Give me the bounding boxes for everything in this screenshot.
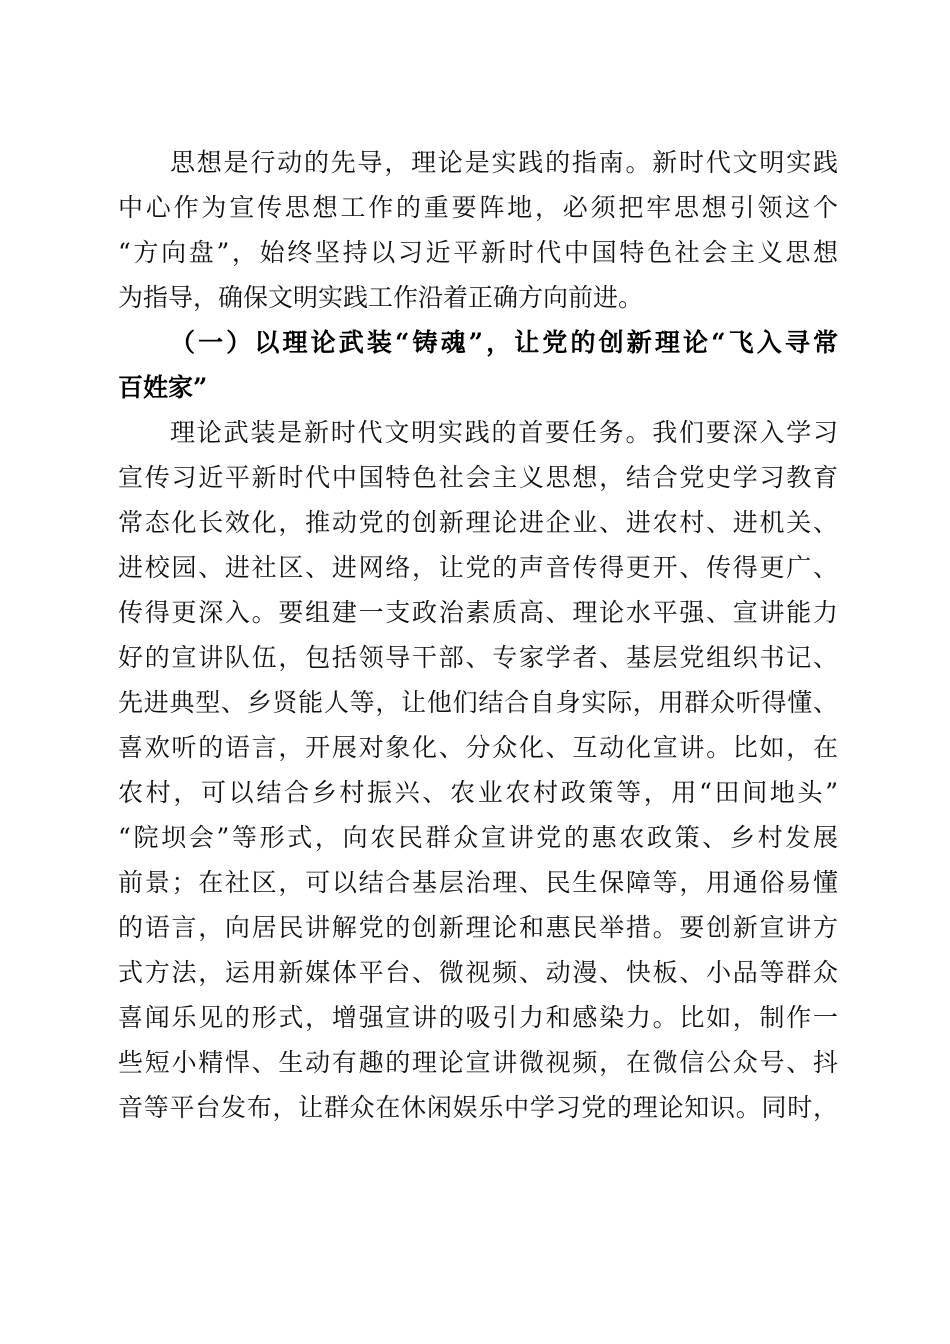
body-line: 先进典型、乡贤能人等，让他们结合自身实际，用群众听得懂、 bbox=[118, 688, 838, 717]
body-line: 常态化长效化，推动党的创新理论进企业、进农村、进机关、 bbox=[118, 508, 838, 537]
body-line: 的语言，向居民讲解党的创新理论和惠民举措。要创新宣讲方 bbox=[118, 913, 838, 942]
body-line: 宣传习近平新时代中国特色社会主义思想，结合党史学习教育 bbox=[118, 463, 838, 492]
body-line: 式方法，运用新媒体平台、微视频、动漫、快板、小品等群众 bbox=[118, 958, 838, 987]
body-line: 前景；在社区，可以结合基层治理、民生保障等，用通俗易懂 bbox=[118, 868, 838, 897]
body-line: 传得更深入。要组建一支政治素质高、理论水平强、宣讲能力 bbox=[118, 598, 838, 627]
section-heading: （一）以理论武装“铸魂”，让党的创新理论“飞入寻常 bbox=[170, 328, 838, 357]
body-line: 农村，可以结合乡村振兴、农业农村政策等，用“田间地头” bbox=[118, 778, 838, 807]
body-line: 好的宣讲队伍，包括领导干部、专家学者、基层党组织书记、 bbox=[118, 643, 838, 672]
body-line: 些短小精悍、生动有趣的理论宣讲微视频，在微信公众号、抖 bbox=[118, 1048, 838, 1077]
body-line: 进校园、进社区、进网络，让党的声音传得更开、传得更广、 bbox=[118, 553, 838, 582]
body-line: “院坝会”等形式，向农民群众宣讲党的惠农政策、乡村发展 bbox=[118, 823, 838, 852]
section-heading: 百姓家” bbox=[118, 373, 208, 402]
intro-line: 中心作为宣传思想工作的重要阵地，必须把牢思想引领这个 bbox=[118, 193, 838, 222]
body-line: 喜欢听的语言，开展对象化、分众化、互动化宣讲。比如，在 bbox=[118, 733, 838, 762]
intro-line: 思想是行动的先导，理论是实践的指南。新时代文明实践 bbox=[170, 148, 838, 177]
body-line: 理论武装是新时代文明实践的首要任务。我们要深入学习 bbox=[170, 418, 838, 447]
intro-line: 为指导，确保文明实践工作沿着正确方向前进。 bbox=[118, 283, 644, 312]
body-line: 喜闻乐见的形式，增强宣讲的吸引力和感染力。比如，制作一 bbox=[118, 1003, 838, 1032]
body-line: 音等平台发布，让群众在休闲娱乐中学习党的理论知识。同时， bbox=[118, 1093, 838, 1122]
intro-line: “方向盘”，始终坚持以习近平新时代中国特色社会主义思想 bbox=[118, 238, 838, 267]
